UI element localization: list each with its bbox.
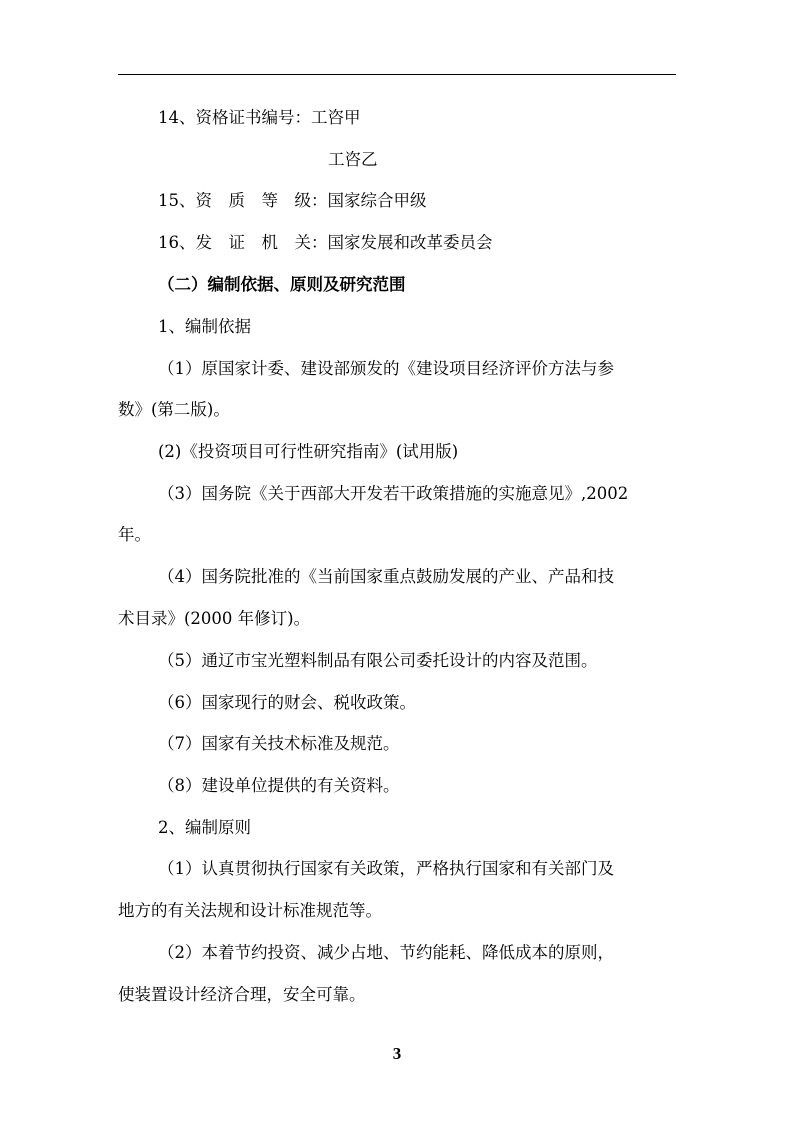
- paragraph-line: （1）认真贯彻执行国家有关政策，严格执行国家和有关部门及: [158, 859, 614, 878]
- page-number: 3: [392, 1044, 402, 1063]
- paragraph-line: 年。: [118, 525, 151, 544]
- paragraph-line: (2)《投资项目可行性研究指南》(试用版): [158, 442, 459, 461]
- subsection-basis: 1、编制依据: [158, 317, 251, 336]
- paragraph-line: （6）国家现行的财会、税收政策。: [158, 693, 416, 712]
- section-heading: （二）编制依据、原则及研究范围: [158, 275, 406, 294]
- paragraph-line: （8）建设单位提供的有关资料。: [158, 776, 400, 795]
- header-rule: [118, 74, 676, 75]
- qualification-line: 15、资 质 等 级：国家综合甲级: [158, 191, 427, 210]
- cert-number-line-2: 工咨乙: [328, 150, 378, 169]
- paragraph-line: （5）通辽市宝光塑料制品有限公司委托设计的内容及范围。: [158, 651, 598, 670]
- paragraph-line: 数》(第二版)。: [118, 400, 230, 419]
- subsection-principles: 2、编制原则: [158, 818, 251, 837]
- paragraph-line: 术目录》(2000 年修订)。: [118, 609, 311, 628]
- paragraph-line: （3）国务院《关于西部大开发若干政策措施的实施意见》,2002: [158, 484, 629, 503]
- paragraph-line: （1）原国家计委、建设部颁发的《建设项目经济评价方法与参: [158, 359, 614, 378]
- cert-number-line: 14、资格证书编号：工咨甲: [158, 108, 361, 127]
- paragraph-line: 地方的有关法规和设计标准规范等。: [118, 901, 382, 920]
- paragraph-line: （7）国家有关技术标准及规范。: [158, 734, 400, 753]
- paragraph-line: 使装置设计经济合理，安全可靠。: [118, 985, 366, 1004]
- paragraph-line: （2）本着节约投资、减少占地、节约能耗、降低成本的原则，: [158, 943, 614, 962]
- issuing-authority-line: 16、发 证 机 关：国家发展和改革委员会: [158, 233, 493, 252]
- paragraph-line: （4）国务院批准的《当前国家重点鼓励发展的产业、产品和技: [158, 567, 614, 586]
